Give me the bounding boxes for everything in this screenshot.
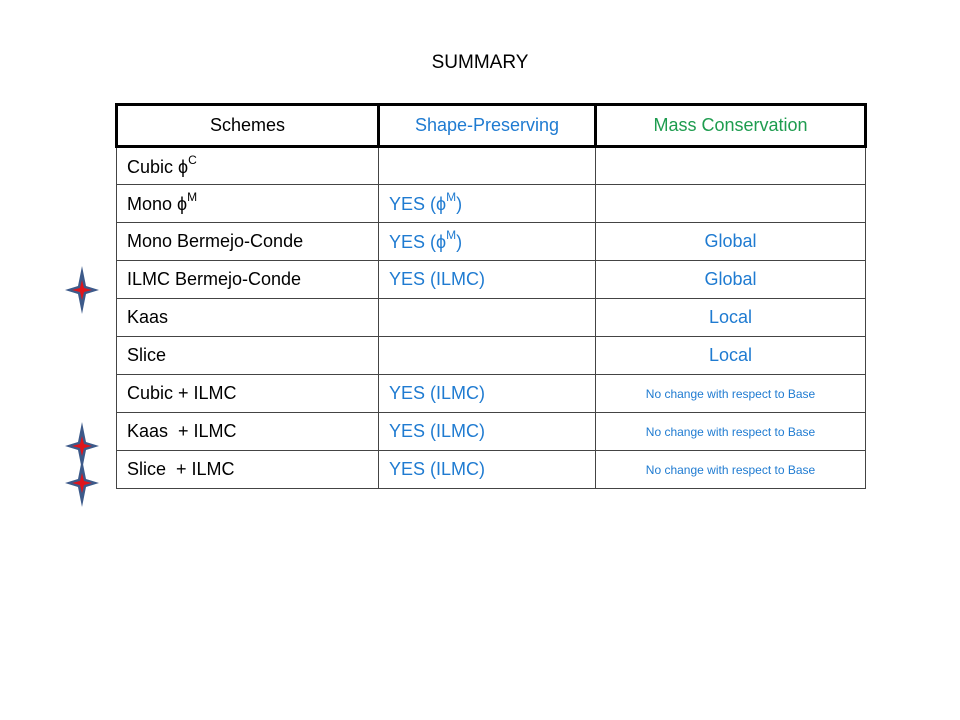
shape-cell: YES (ILMC) [379, 261, 596, 299]
table-header-row [117, 105, 866, 147]
mass-cell: No change with respect to Base [596, 413, 866, 451]
shape-cell: YES (ILMC) [379, 413, 596, 451]
shape-cell: YES $(\phi^M)$ [379, 223, 596, 261]
shape-cell [379, 299, 596, 337]
table-row [117, 185, 866, 223]
scheme-cell: Slice + ILMC [117, 451, 379, 489]
scheme-cell: Mono Bermejo-Conde [117, 223, 379, 261]
table-row [117, 413, 866, 451]
mass-cell: Local [596, 299, 866, 337]
scheme-cell: Mono $\phi^M$ [117, 185, 379, 223]
mass-cell: Local [596, 337, 866, 375]
phi-symbol: ϕ [177, 194, 188, 214]
table-row [117, 223, 866, 261]
shape-cell: YES $(\phi^M)$ [379, 185, 596, 223]
mass-cell: Global [596, 261, 866, 299]
table-row [117, 451, 866, 489]
mass-cell: Global [596, 223, 866, 261]
scheme-cell: Kaas [117, 299, 379, 337]
phi-symbol: ϕ [178, 156, 189, 177]
table-row [117, 375, 866, 413]
table-row [117, 299, 866, 337]
page-title: SUMMARY [431, 52, 529, 73]
table-row [117, 337, 866, 375]
header-schemes: Schemes [117, 105, 379, 147]
scheme-cell: Slice [117, 337, 379, 375]
mass-cell: No change with respect to Base [596, 451, 866, 489]
mass-cell: No change with respect to Base [596, 375, 866, 413]
summary-table [115, 103, 867, 489]
mass-cell [596, 147, 866, 185]
scheme-cell: ILMC Bermejo-Conde [117, 261, 379, 299]
four-point-star-icon [65, 266, 99, 314]
scheme-cell: Cubic + ILMC [117, 375, 379, 413]
mass-cell [596, 185, 866, 223]
shape-cell [379, 147, 596, 185]
scheme-cell: Cubic $\phi^C$ [117, 147, 379, 185]
shape-cell: YES (ILMC) [379, 375, 596, 413]
shape-cell [379, 337, 596, 375]
header-shape-preserving: Shape-Preserving [379, 105, 596, 147]
table-row [117, 147, 866, 185]
table-row [117, 261, 866, 299]
shape-cell: YES (ILMC) [379, 451, 596, 489]
scheme-cell: Kaas + ILMC [117, 413, 379, 451]
four-point-star-icon [65, 459, 99, 507]
header-mass-conservation: Mass Conservation [596, 105, 866, 147]
